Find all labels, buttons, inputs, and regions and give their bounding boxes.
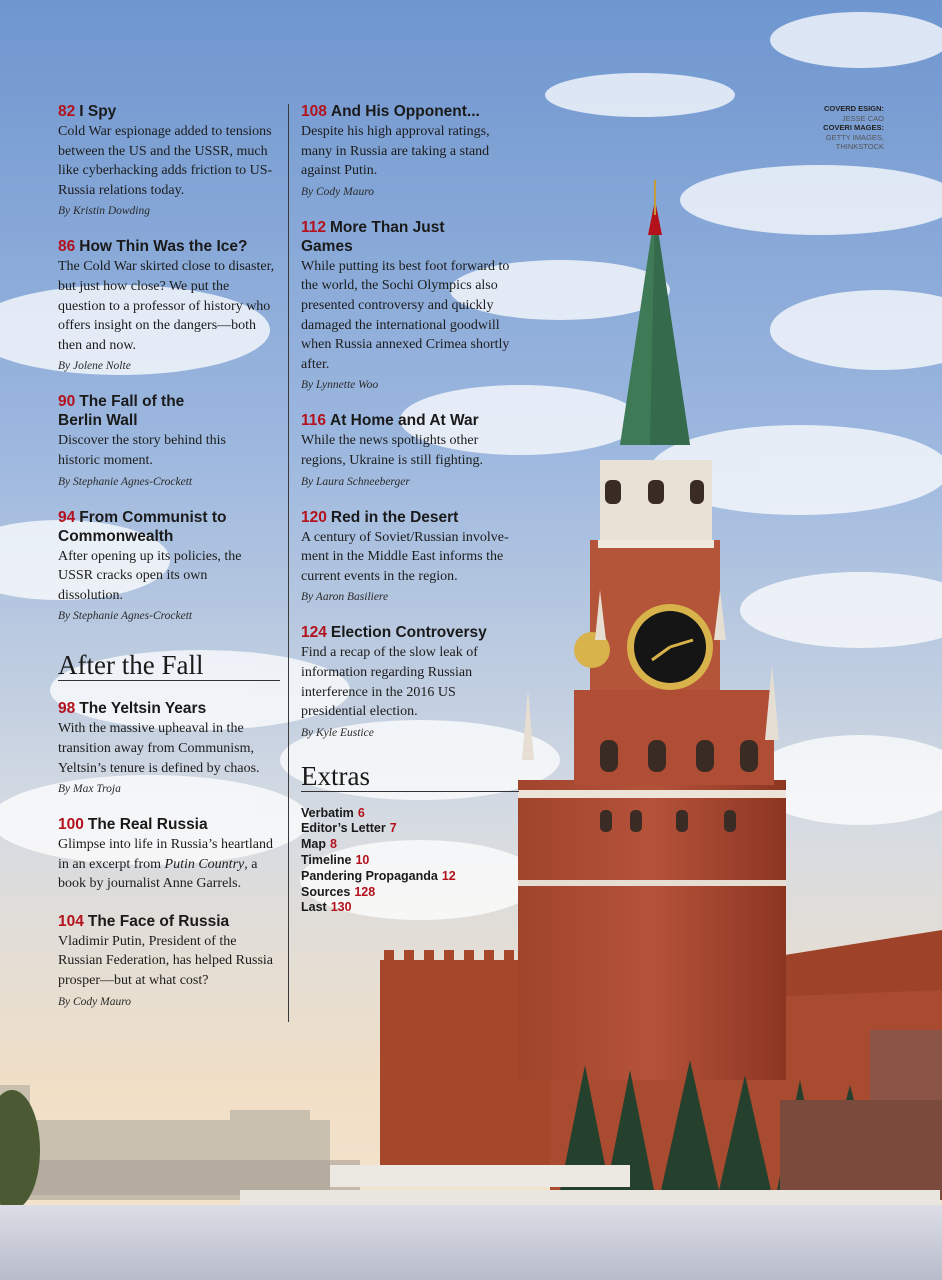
toc-entry[interactable]	[58, 508, 280, 625]
toc-entry[interactable]	[58, 392, 280, 489]
entry-description: While putting its best foot forward to the world, the Sochi Olympics also presented controversy and quickly damaged the international goodwill when Russia annexed Crimea shortly after.	[301, 258, 510, 372]
entry-byline: By Cody Mauro	[58, 995, 132, 1008]
entry-title: How Thin Was the Ice?	[79, 238, 248, 256]
toc-entry-heading	[58, 237, 280, 256]
section-heading-after-the-fall: After the Fall	[58, 650, 280, 681]
extras-label: Last	[301, 900, 327, 915]
toc-entry[interactable]	[301, 623, 519, 740]
extras-page: 7	[389, 821, 397, 836]
entry-byline: By Lynnette Woo	[301, 379, 379, 392]
toc-entry[interactable]	[58, 237, 280, 374]
entry-byline: By Max Troja	[58, 783, 121, 796]
photo-credits	[724, 104, 884, 152]
extras-label: Map	[301, 837, 326, 852]
cover-images-source-1: GETTY IMAGES,	[825, 132, 884, 142]
extras-item[interactable]	[301, 821, 519, 837]
entry-description: While the news spotlights other regions, Ukraine is still fighting.	[301, 433, 483, 468]
extras-page: 10	[355, 853, 370, 868]
entry-description: Despite his high approval ratings, many in Russia are taking a stand against Putin.	[301, 124, 490, 179]
entry-title: I Spy	[79, 103, 117, 120]
toc-entry[interactable]	[58, 102, 280, 219]
page-number: 86	[58, 238, 76, 256]
entry-byline: By Kristin Dowding	[58, 205, 151, 218]
cover-design-label: COVERD ESIGN:	[823, 104, 884, 113]
extras-label: Sources	[301, 884, 351, 899]
toc-entry[interactable]	[301, 508, 519, 606]
toc-entry-heading	[58, 699, 280, 718]
entry-byline: By Stephanie Agnes-Crockett	[58, 475, 193, 488]
toc-entry-heading	[301, 623, 519, 642]
extras-page: 6	[357, 805, 365, 820]
toc-entry-heading	[301, 508, 519, 527]
page-number: 94	[58, 508, 76, 526]
extras-label: Timeline	[301, 853, 352, 868]
extras-page: 8	[330, 837, 337, 852]
extras-label: Editor’s Letter	[301, 821, 386, 836]
entry-description: Find a recap of the slow leak of information regarding Russian interference in the 2016 US presidential election.	[301, 645, 478, 720]
page-number: 104	[58, 912, 84, 930]
column-divider	[288, 104, 289, 1022]
toc-entry-heading	[301, 218, 476, 256]
entry-description: Cold War espionage added to tensions between the US and the USSR, much like cyberhacking adds friction to US-Russia relations today.	[58, 124, 273, 198]
toc-entry[interactable]	[58, 815, 280, 894]
entry-title: The Real Russia	[87, 816, 208, 834]
page-number: 120	[301, 508, 327, 526]
entry-byline: By Aaron Basiliere	[301, 591, 389, 604]
toc-entry[interactable]	[58, 912, 280, 1010]
extras-item[interactable]	[301, 837, 519, 853]
entry-byline: By Kyle Eustice	[301, 726, 374, 739]
entry-byline: By Cody Mauro	[301, 185, 375, 198]
extras-item[interactable]	[301, 869, 519, 885]
extras-page: 128	[354, 884, 376, 899]
extras-item[interactable]	[301, 900, 519, 916]
toc-entry-heading	[58, 508, 248, 546]
entry-title: More Than Just Games	[301, 218, 445, 255]
page-number: 100	[58, 816, 84, 834]
entry-title: The Yeltsin Years	[79, 700, 207, 718]
page-number: 124	[301, 624, 327, 642]
toc-entry-heading	[58, 815, 280, 834]
entry-description: With the massive upheaval in the transition away from Communism, Yeltsin’s tenure is defined by chaos.	[58, 721, 260, 776]
page-number: 98	[58, 700, 76, 718]
entry-byline: By Jolene Nolte	[58, 360, 131, 373]
entry-description: A century of Soviet/Russian involvement in the Middle East informs the current events in the region.	[301, 529, 509, 584]
page-number: 112	[301, 218, 327, 236]
extras-label: Verbatim	[301, 805, 354, 820]
entry-description	[58, 835, 280, 894]
extras-label: Pandering Propaganda	[301, 868, 438, 883]
extras-item[interactable]	[301, 853, 519, 869]
toc-entry[interactable]	[301, 218, 519, 394]
cover-images-source-2: THINKSTOCK	[835, 142, 884, 151]
toc-column-right	[301, 102, 519, 916]
extras-list	[301, 806, 519, 917]
toc-entry[interactable]	[301, 411, 519, 489]
entry-description-part: Glimpse into life in Russia’s heartland in an excerpt from	[58, 837, 274, 872]
entry-description: The Cold War skirted close to disaster, but just how close? We put the question to a professor of history who offers insight on the dangers—both then and now.	[58, 259, 275, 353]
entry-description: After opening up its policies, the USSR cracks open its own dissolution.	[58, 548, 242, 603]
entry-description: Discover the story behind this historic moment.	[58, 433, 226, 468]
entry-description-part: , a book by journalist Anne Garrels.	[58, 856, 258, 892]
toc-entry-heading	[58, 912, 280, 931]
toc-entry-heading	[58, 392, 208, 430]
entry-byline: By Laura Schneeberger	[301, 475, 410, 488]
toc-entry[interactable]	[301, 102, 519, 200]
page-number: 116	[301, 412, 327, 430]
toc-entry[interactable]	[58, 699, 280, 797]
book-title: Putin Country	[164, 856, 245, 872]
entry-description: Vladimir Putin, President of the Russian Federation, has helped Russia prosper—but at what cost?	[58, 933, 274, 989]
toc-column-left	[58, 102, 280, 1028]
toc-entry-heading	[58, 102, 280, 121]
entry-title: From Communist to Commonwealth	[58, 508, 227, 545]
entry-byline: By Stephanie Agnes-Crockett	[58, 610, 193, 623]
toc-entry-heading	[301, 102, 519, 121]
extras-item[interactable]	[301, 885, 519, 901]
page-number: 108	[301, 103, 327, 120]
entry-title: Election Controversy	[330, 624, 487, 642]
page-number: 90	[58, 393, 76, 411]
extras-page: 12	[441, 868, 456, 883]
entry-title: The Face of Russia	[87, 912, 230, 930]
cover-images-label: COVERI MAGES:	[823, 123, 884, 132]
entry-title: Red in the Desert	[330, 508, 459, 526]
section-heading-extras: Extras	[301, 761, 519, 792]
extras-item[interactable]	[301, 806, 519, 822]
entry-title: And His Opponent...	[330, 103, 480, 120]
cover-design-name: JESSE CAO	[841, 113, 884, 123]
entry-title: The Fall of the Berlin Wall	[58, 393, 185, 430]
extras-page: 130	[330, 900, 352, 915]
entry-title: At Home and At War	[330, 412, 479, 430]
toc-entry-heading	[301, 411, 519, 430]
page-number: 82	[58, 103, 76, 120]
